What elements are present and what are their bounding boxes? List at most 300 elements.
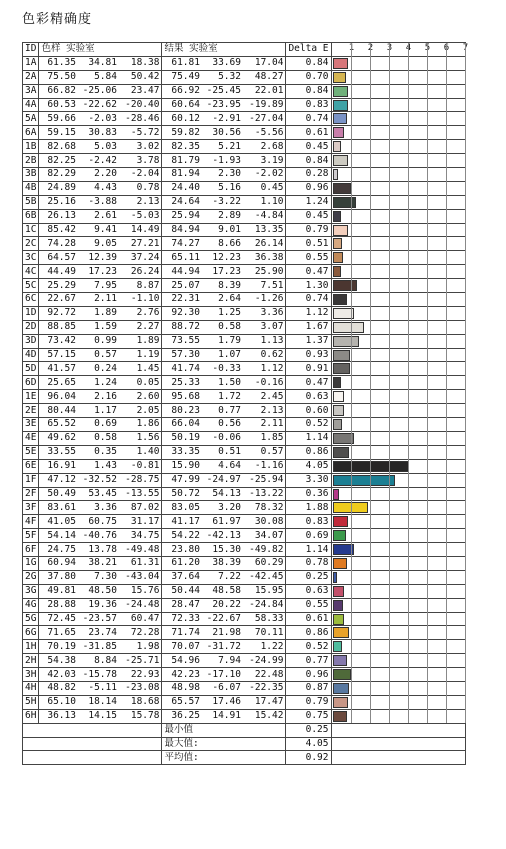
delta-e-bar [333,86,349,97]
ref-a-value: 0.69 [78,418,119,432]
meas-l-value: 71.74 [162,626,202,640]
delta-e-value: 0.84 [286,56,331,70]
meas-a-value: 5.21 [202,140,243,154]
meas-b-value: 0.45 [243,181,286,195]
ref-b-value: -2.04 [119,168,162,182]
meas-a-value: -1.93 [202,154,243,168]
patch-id: 1H [23,640,39,654]
delta-e-bar [333,475,396,486]
delta-e-value: 0.84 [286,84,331,98]
ref-l-value: 26.13 [39,209,78,223]
meas-a-value: 14.91 [202,709,243,723]
meas-a-value: -42.13 [202,529,243,543]
ref-l-value: 44.49 [39,265,78,279]
ref-a-value: 60.75 [78,515,119,529]
ref-b-value: -1.10 [119,293,162,307]
ref-b-value: 1.45 [119,362,162,376]
meas-l-value: 37.64 [162,570,202,584]
delta-e-bar [333,586,345,597]
meas-l-value: 66.92 [162,84,202,98]
ref-a-value: 1.89 [78,306,119,320]
ref-b-value: -25.71 [119,654,162,668]
ref-l-value: 36.13 [39,709,78,723]
delta-e-bar [333,266,342,277]
delta-e-bar [333,447,349,458]
x-gridline [367,43,374,724]
delta-e-bar [333,225,348,236]
meas-b-value: 22.48 [243,668,286,682]
meas-a-value: 2.64 [202,293,243,307]
delta-e-value: 0.96 [286,668,331,682]
delta-e-bar [333,336,359,347]
meas-a-value: 54.13 [202,487,243,501]
meas-b-value: -19.89 [243,98,286,112]
ref-b-value: 3.78 [119,154,162,168]
ref-l-value: 57.15 [39,348,78,362]
x-gridline [348,43,355,724]
table-row [23,279,466,293]
meas-l-value: 33.35 [162,445,202,459]
meas-l-value: 81.79 [162,154,202,168]
ref-a-value: 8.84 [78,654,119,668]
delta-e-value: 4.05 [286,459,331,473]
ref-l-value: 41.05 [39,515,78,529]
meas-l-value: 83.05 [162,501,202,515]
meas-b-value: -24.84 [243,598,286,612]
summary-value: 0.25 [286,723,331,737]
delta-e-bar [333,641,343,652]
ref-b-value: 0.05 [119,376,162,390]
meas-l-value: 60.64 [162,98,202,112]
table-row [23,195,466,209]
meas-a-value: 17.46 [202,695,243,709]
delta-e-value: 0.60 [286,404,331,418]
meas-b-value: 15.95 [243,584,286,598]
delta-e-value: 0.61 [286,126,331,140]
ref-a-value: -3.88 [78,195,119,209]
summary-bar-blank [331,737,465,751]
ref-b-value: 72.28 [119,626,162,640]
delta-e-value: 0.61 [286,612,331,626]
patch-id: 5H [23,695,39,709]
delta-e-value: 0.45 [286,209,331,223]
meas-b-value: 1.22 [243,640,286,654]
ref-a-value: 7.30 [78,570,119,584]
table-row [23,84,466,98]
table-row [23,515,466,529]
ref-a-value: 4.43 [78,181,119,195]
patch-id: 4G [23,598,39,612]
ref-l-value: 65.10 [39,695,78,709]
delta-e-value: 0.78 [286,556,331,570]
table-row [23,140,466,154]
patch-id: 4E [23,431,39,445]
ref-b-value: -5.03 [119,209,162,223]
x-tick-label: 1 [348,43,355,53]
meas-a-value: -24.97 [202,473,243,487]
delta-e-bar [333,252,343,263]
meas-a-value: 0.58 [202,320,243,334]
meas-a-value: 21.98 [202,626,243,640]
meas-l-value: 57.30 [162,348,202,362]
summary-bar-blank [331,723,465,737]
patch-id: 5F [23,529,39,543]
delta-e-bar [333,211,342,222]
ref-l-value: 92.72 [39,306,78,320]
table-row [23,626,466,640]
delta-e-value: 0.55 [286,251,331,265]
ref-l-value: 48.82 [39,681,78,695]
ref-b-value: 15.78 [119,709,162,723]
ref-l-value: 49.62 [39,431,78,445]
patch-id: 3A [23,84,39,98]
meas-b-value: -0.16 [243,376,286,390]
ref-a-value: 53.45 [78,487,119,501]
delta-e-bar [333,238,343,249]
summary-label: 平均值: [162,751,286,765]
ref-a-value: 2.20 [78,168,119,182]
delta-e-value: 0.47 [286,376,331,390]
ref-b-value: 1.19 [119,348,162,362]
x-gridline [443,43,450,724]
table-row [23,223,466,237]
ref-b-value: 61.31 [119,556,162,570]
meas-b-value: 15.42 [243,709,286,723]
table-row [23,543,466,557]
meas-b-value: 7.51 [243,279,286,293]
summary-bar-blank [331,751,465,765]
ref-l-value: 54.14 [39,529,78,543]
table-row [23,556,466,570]
table-row [23,445,466,459]
meas-b-value: -1.26 [243,293,286,307]
table-row [23,181,466,195]
meas-l-value: 95.68 [162,390,202,404]
meas-l-value: 42.23 [162,668,202,682]
delta-e-bar [333,72,346,83]
delta-e-bar [333,489,340,500]
meas-b-value: -13.22 [243,487,286,501]
meas-l-value: 48.98 [162,681,202,695]
ref-l-value: 88.85 [39,320,78,334]
ref-l-value: 54.38 [39,654,78,668]
meas-b-value: 17.04 [243,56,286,70]
table-row [23,598,466,612]
meas-a-value: -0.33 [202,362,243,376]
delta-e-value: 0.84 [286,154,331,168]
meas-b-value: 70.11 [243,626,286,640]
ref-l-value: 24.89 [39,181,78,195]
patch-id: 4B [23,181,39,195]
ref-b-value: 26.24 [119,265,162,279]
meas-a-value: 1.07 [202,348,243,362]
table-row [23,237,466,251]
meas-l-value: 25.07 [162,279,202,293]
meas-b-value: -42.45 [243,570,286,584]
table-row [23,473,466,487]
delta-e-value: 0.52 [286,640,331,654]
delta-e-value: 0.79 [286,223,331,237]
patch-id: 6D [23,376,39,390]
ref-a-value: -31.85 [78,640,119,654]
ref-a-value: 14.15 [78,709,119,723]
patch-id: 2F [23,487,39,501]
ref-l-value: 83.61 [39,501,78,515]
delta-e-value: 0.74 [286,112,331,126]
delta-e-value: 0.25 [286,570,331,584]
delta-e-value: 0.45 [286,140,331,154]
table-row [23,112,466,126]
meas-a-value: -23.95 [202,98,243,112]
patch-id: 4C [23,265,39,279]
ref-a-value: 5.84 [78,70,119,84]
ref-l-value: 42.03 [39,668,78,682]
table-row [23,293,466,307]
ref-a-value: 1.17 [78,404,119,418]
ref-a-value: -5.11 [78,681,119,695]
ref-b-value: 15.76 [119,584,162,598]
delta-e-value: 0.87 [286,681,331,695]
summary-row [23,723,466,737]
delta-e-bar [333,419,343,430]
meas-a-value: 5.16 [202,181,243,195]
delta-e-bar [333,600,343,611]
table-row [23,154,466,168]
ref-l-value: 47.12 [39,473,78,487]
meas-l-value: 50.44 [162,584,202,598]
ref-a-value: 19.36 [78,598,119,612]
delta-e-value: 0.28 [286,168,331,182]
ref-a-value: -2.03 [78,112,119,126]
ref-b-value: 1.40 [119,445,162,459]
meas-a-value: 17.23 [202,265,243,279]
ref-b-value: -49.48 [119,543,162,557]
meas-l-value: 80.23 [162,404,202,418]
patch-id: 3H [23,668,39,682]
delta-e-bar [333,363,350,374]
meas-l-value: 15.90 [162,459,202,473]
ref-a-value: 48.50 [78,584,119,598]
meas-b-value: 1.10 [243,195,286,209]
delta-e-value: 0.63 [286,584,331,598]
meas-b-value: 0.62 [243,348,286,362]
ref-b-value: 31.17 [119,515,162,529]
ref-l-value: 96.04 [39,390,78,404]
ref-l-value: 41.57 [39,362,78,376]
ref-a-value: 13.78 [78,543,119,557]
header-measured-lab: 结果 实验室 [162,43,286,57]
meas-l-value: 54.96 [162,654,202,668]
ref-b-value: 50.42 [119,70,162,84]
meas-l-value: 50.72 [162,487,202,501]
delta-e-value: 1.37 [286,334,331,348]
patch-id: 1C [23,223,39,237]
meas-a-value: -6.07 [202,681,243,695]
meas-a-value: -2.91 [202,112,243,126]
ref-a-value: 1.24 [78,376,119,390]
meas-a-value: 1.79 [202,334,243,348]
meas-l-value: 72.33 [162,612,202,626]
meas-a-value: 0.56 [202,418,243,432]
x-gridline [462,43,469,724]
meas-l-value: 41.74 [162,362,202,376]
patch-id: 1B [23,140,39,154]
patch-id: 2D [23,320,39,334]
ref-a-value: -25.06 [78,84,119,98]
meas-l-value: 60.12 [162,112,202,126]
meas-l-value: 66.04 [162,418,202,432]
summary-blank [23,737,162,751]
meas-b-value: 2.68 [243,140,286,154]
ref-l-value: 49.81 [39,584,78,598]
delta-e-value: 0.93 [286,348,331,362]
summary-value: 0.92 [286,751,331,765]
meas-b-value: -22.35 [243,681,286,695]
ref-b-value: 1.86 [119,418,162,432]
meas-a-value: 5.32 [202,70,243,84]
ref-l-value: 60.53 [39,98,78,112]
delta-e-bar [333,558,348,569]
meas-l-value: 92.30 [162,306,202,320]
delta-e-value: 0.70 [286,70,331,84]
header-id: ID [23,43,39,57]
ref-b-value: 34.75 [119,529,162,543]
meas-a-value: 15.30 [202,543,243,557]
table-row [23,487,466,501]
delta-e-bar [333,280,358,291]
x-tick-label: 6 [443,43,450,53]
patch-id: 3F [23,501,39,515]
patch-id: 4H [23,681,39,695]
table-row [23,584,466,598]
meas-l-value: 54.22 [162,529,202,543]
table-row [23,56,466,70]
ref-b-value: 22.93 [119,668,162,682]
ref-a-value: 38.21 [78,556,119,570]
meas-l-value: 81.94 [162,168,202,182]
ref-l-value: 37.80 [39,570,78,584]
patch-id: 4D [23,348,39,362]
ref-a-value: 9.05 [78,237,119,251]
ref-a-value: 0.58 [78,431,119,445]
meas-b-value: 2.45 [243,390,286,404]
patch-id: 3D [23,334,39,348]
ref-a-value: 0.99 [78,334,119,348]
ref-l-value: 85.42 [39,223,78,237]
table-row [23,709,466,723]
patch-id: 3E [23,418,39,432]
patch-id: 6C [23,293,39,307]
meas-b-value: 1.85 [243,431,286,445]
patch-id: 3C [23,251,39,265]
meas-a-value: 33.69 [202,56,243,70]
ref-l-value: 25.29 [39,279,78,293]
ref-l-value: 60.94 [39,556,78,570]
ref-l-value: 22.67 [39,293,78,307]
delta-e-bar [333,711,347,722]
ref-b-value: 2.76 [119,306,162,320]
patch-id: 1D [23,306,39,320]
delta-e-bar [333,322,365,333]
ref-l-value: 70.19 [39,640,78,654]
ref-l-value: 73.42 [39,334,78,348]
ref-a-value: 18.14 [78,695,119,709]
ref-b-value: -28.75 [119,473,162,487]
ref-a-value: -15.78 [78,668,119,682]
table-row [23,348,466,362]
delta-e-value: 1.12 [286,306,331,320]
delta-e-bar [333,197,357,208]
ref-b-value: 18.68 [119,695,162,709]
table-row [23,320,466,334]
table-row [23,209,466,223]
meas-a-value: -3.22 [202,195,243,209]
x-tick-label: 3 [386,43,393,53]
x-gridline [405,43,412,724]
delta-e-value: 0.79 [286,695,331,709]
summary-blank [23,751,162,765]
delta-e-bar [333,100,349,111]
summary-row [23,737,466,751]
meas-b-value: 30.08 [243,515,286,529]
ref-b-value: 2.60 [119,390,162,404]
meas-l-value: 61.20 [162,556,202,570]
patch-id: 2B [23,154,39,168]
ref-l-value: 82.68 [39,140,78,154]
patch-id: 4F [23,515,39,529]
table-row [23,404,466,418]
ref-b-value: -5.72 [119,126,162,140]
meas-b-value: 22.01 [243,84,286,98]
table-row [23,529,466,543]
meas-l-value: 25.94 [162,209,202,223]
ref-b-value: 2.27 [119,320,162,334]
ref-l-value: 25.16 [39,195,78,209]
ref-a-value: 1.59 [78,320,119,334]
meas-b-value: -24.99 [243,654,286,668]
ref-a-value: -22.62 [78,98,119,112]
delta-e-value: 1.30 [286,279,331,293]
ref-l-value: 50.49 [39,487,78,501]
meas-b-value: 60.29 [243,556,286,570]
header-row [23,43,466,57]
delta-e-value: 0.55 [286,598,331,612]
meas-b-value: 78.32 [243,501,286,515]
delta-e-value: 1.88 [286,501,331,515]
meas-b-value: 17.47 [243,695,286,709]
patch-id: 6H [23,709,39,723]
ref-l-value: 80.44 [39,404,78,418]
delta-e-value: 0.69 [286,529,331,543]
delta-e-value: 0.77 [286,654,331,668]
table-row [23,681,466,695]
ref-b-value: -24.48 [119,598,162,612]
meas-b-value: 3.19 [243,154,286,168]
table-row [23,431,466,445]
ref-a-value: 0.35 [78,445,119,459]
ref-l-value: 33.55 [39,445,78,459]
delta-e-value: 1.14 [286,431,331,445]
patch-id: 3G [23,584,39,598]
patch-id: 5E [23,445,39,459]
delta-e-value: 0.74 [286,293,331,307]
delta-e-value: 0.96 [286,181,331,195]
table-row [23,459,466,473]
ref-l-value: 74.28 [39,237,78,251]
meas-l-value: 41.17 [162,515,202,529]
patch-id: 3B [23,168,39,182]
patch-id: 1F [23,473,39,487]
